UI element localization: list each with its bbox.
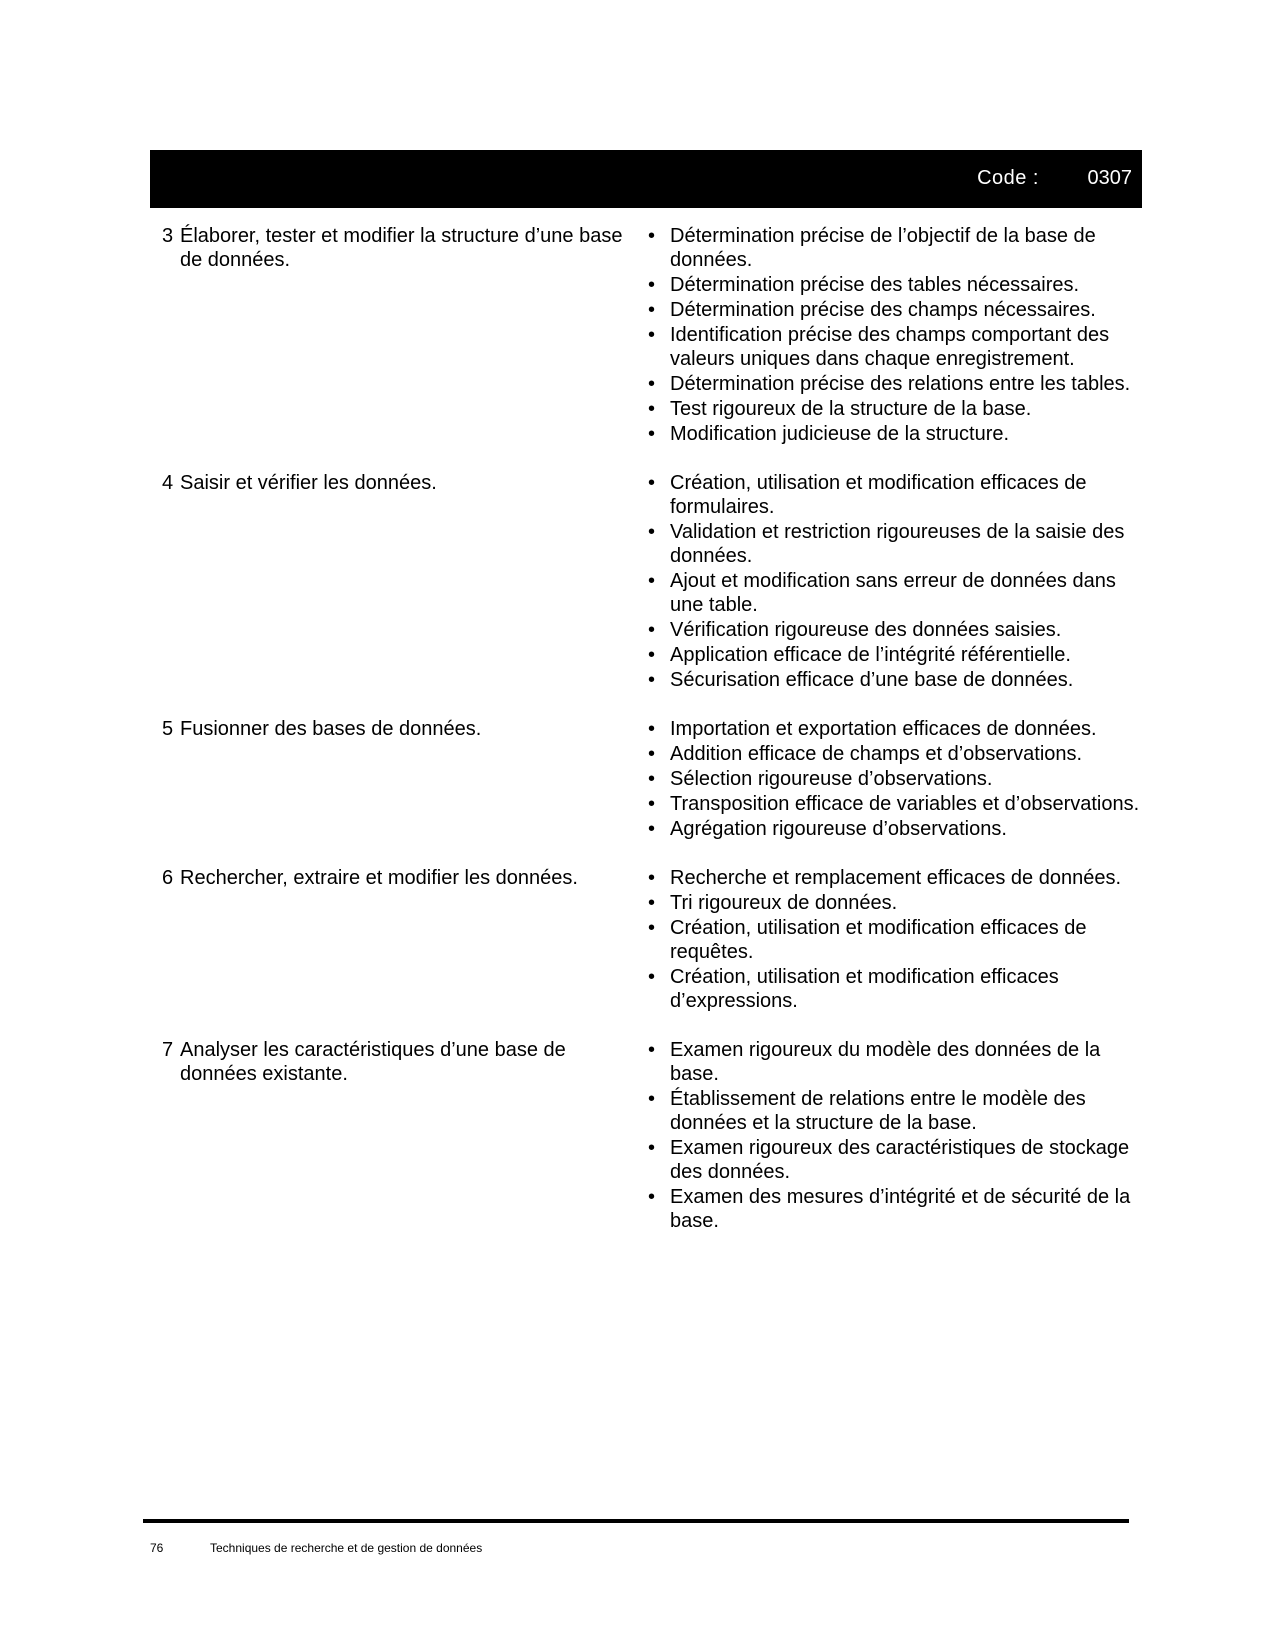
bullet-icon: • (648, 398, 656, 420)
criterion-text: Identification précise des champs comportant des valeurs uniques dans chaque enregistrement. (670, 324, 1110, 370)
bullet-icon: • (648, 1186, 656, 1208)
bullet-icon: • (648, 619, 656, 641)
bullet-icon: • (648, 644, 656, 666)
bullet-icon: • (648, 521, 656, 543)
criteria-list (640, 866, 1142, 1013)
criteria-list (640, 224, 1142, 446)
criterion-item (640, 372, 1142, 396)
criterion-text: Test rigoureux de la structure de la base. (670, 398, 1032, 420)
element-number: 6 (162, 867, 174, 889)
bullet-icon: • (648, 373, 656, 395)
bullet-icon: • (648, 1137, 656, 1159)
criterion-text: Agrégation rigoureuse d’observations. (670, 818, 1007, 840)
competency-row (150, 1038, 1142, 1234)
element-number: 4 (162, 472, 174, 494)
criterion-item (640, 891, 1142, 915)
criteria-cell (640, 471, 1142, 693)
element-text: Analyser les caractéristiques d’une base de données existante. (180, 1039, 566, 1085)
bullet-icon: • (648, 818, 656, 840)
bullet-icon: • (648, 225, 656, 247)
criterion-text: Addition efficace de champs et d’observations. (670, 743, 1083, 765)
element-cell (150, 866, 640, 1014)
competency-table (150, 224, 1142, 1258)
criterion-text: Création, utilisation et modification efficaces de requêtes. (670, 917, 1087, 963)
criterion-item (640, 422, 1142, 446)
bullet-icon: • (648, 892, 656, 914)
element-text: Saisir et vérifier les données. (180, 472, 437, 494)
criterion-text: Vérification rigoureuse des données saisies. (670, 619, 1062, 641)
criteria-cell (640, 224, 1142, 447)
element-number: 7 (162, 1039, 174, 1061)
criterion-text: Tri rigoureux de données. (670, 892, 898, 914)
criterion-text: Transposition efficace de variables et d’observations. (670, 793, 1140, 815)
criterion-text: Modification judicieuse de la structure. (670, 423, 1010, 445)
element-number: 3 (162, 225, 174, 247)
bullet-icon: • (648, 966, 656, 988)
criterion-item (640, 1087, 1142, 1135)
element-cell (150, 717, 640, 842)
criterion-item (640, 273, 1142, 297)
element-cell (150, 1038, 640, 1234)
bullet-icon: • (648, 917, 656, 939)
criteria-list (640, 471, 1142, 692)
competency-row (150, 866, 1142, 1014)
criterion-item (640, 569, 1142, 617)
page-number: 76 (150, 1541, 164, 1555)
code-header-bar (150, 150, 1142, 208)
criterion-item (640, 520, 1142, 568)
criterion-item (640, 817, 1142, 841)
bullet-icon: • (648, 768, 656, 790)
criteria-cell (640, 1038, 1142, 1234)
criterion-text: Ajout et modification sans erreur de données dans une table. (670, 570, 1116, 616)
criterion-text: Création, utilisation et modification efficaces d’expressions. (670, 966, 1059, 1012)
criterion-item (640, 1136, 1142, 1184)
criterion-text: Détermination précise des tables nécessaires. (670, 274, 1080, 296)
competency-row (150, 224, 1142, 447)
criterion-text: Examen rigoureux des caractéristiques de stockage des données. (670, 1137, 1130, 1183)
criterion-text: Validation et restriction rigoureuses de la saisie des données. (670, 521, 1125, 567)
bullet-icon: • (648, 1039, 656, 1061)
criterion-item (640, 298, 1142, 322)
bullet-icon: • (648, 669, 656, 691)
criterion-item (640, 643, 1142, 667)
element-text: Fusionner des bases de données. (180, 718, 482, 740)
criteria-list (640, 717, 1142, 841)
criteria-list (640, 1038, 1142, 1233)
competency-row (150, 471, 1142, 693)
criterion-text: Examen des mesures d’intégrité et de sécurité de la base. (670, 1186, 1131, 1232)
bullet-icon: • (648, 324, 656, 346)
bullet-icon: • (648, 743, 656, 765)
criterion-text: Sélection rigoureuse d’observations. (670, 768, 993, 790)
footer-divider (143, 1519, 1129, 1523)
bullet-icon: • (648, 867, 656, 889)
criterion-item (640, 717, 1142, 741)
code-value: 0307 (1087, 167, 1132, 189)
bullet-icon: • (648, 793, 656, 815)
bullet-icon: • (648, 274, 656, 296)
criterion-item (640, 668, 1142, 692)
footer-document-title: Techniques de recherche et de gestion de données (210, 1541, 483, 1555)
criterion-text: Détermination précise de l’objectif de la base de données. (670, 225, 1096, 271)
bullet-icon: • (648, 472, 656, 494)
criterion-text: Création, utilisation et modification efficaces de formulaires. (670, 472, 1087, 518)
competency-row (150, 717, 1142, 842)
bullet-icon: • (648, 570, 656, 592)
criterion-item (640, 224, 1142, 272)
criterion-text: Examen rigoureux du modèle des données de la base. (670, 1039, 1101, 1085)
bullet-icon: • (648, 423, 656, 445)
element-cell (150, 471, 640, 693)
criteria-cell (640, 717, 1142, 842)
bullet-icon: • (648, 1088, 656, 1110)
element-cell (150, 224, 640, 447)
element-text: Élaborer, tester et modifier la structure d’une base de données. (180, 225, 623, 271)
criterion-item (640, 471, 1142, 519)
criterion-item (640, 742, 1142, 766)
criterion-item (640, 618, 1142, 642)
criterion-text: Sécurisation efficace d’une base de données. (670, 669, 1074, 691)
criterion-item (640, 767, 1142, 791)
criterion-item (640, 1185, 1142, 1233)
criterion-item (640, 397, 1142, 421)
element-text: Rechercher, extraire et modifier les données. (180, 867, 578, 889)
criterion-item (640, 866, 1142, 890)
criterion-item (640, 965, 1142, 1013)
criterion-item (640, 792, 1142, 816)
criterion-item (640, 1038, 1142, 1086)
bullet-icon: • (648, 299, 656, 321)
criteria-cell (640, 866, 1142, 1014)
criterion-item (640, 916, 1142, 964)
criterion-item (640, 323, 1142, 371)
bullet-icon: • (648, 718, 656, 740)
criterion-text: Importation et exportation efficaces de données. (670, 718, 1097, 740)
criterion-text: Détermination précise des champs nécessaires. (670, 299, 1096, 321)
element-number: 5 (162, 718, 174, 740)
criterion-text: Recherche et remplacement efficaces de données. (670, 867, 1122, 889)
criterion-text: Établissement de relations entre le modèle des données et la structure de la base. (670, 1088, 1086, 1134)
code-label: Code : (977, 167, 1039, 189)
criterion-text: Détermination précise des relations entre les tables. (670, 373, 1131, 395)
criterion-text: Application efficace de l’intégrité référentielle. (670, 644, 1071, 666)
